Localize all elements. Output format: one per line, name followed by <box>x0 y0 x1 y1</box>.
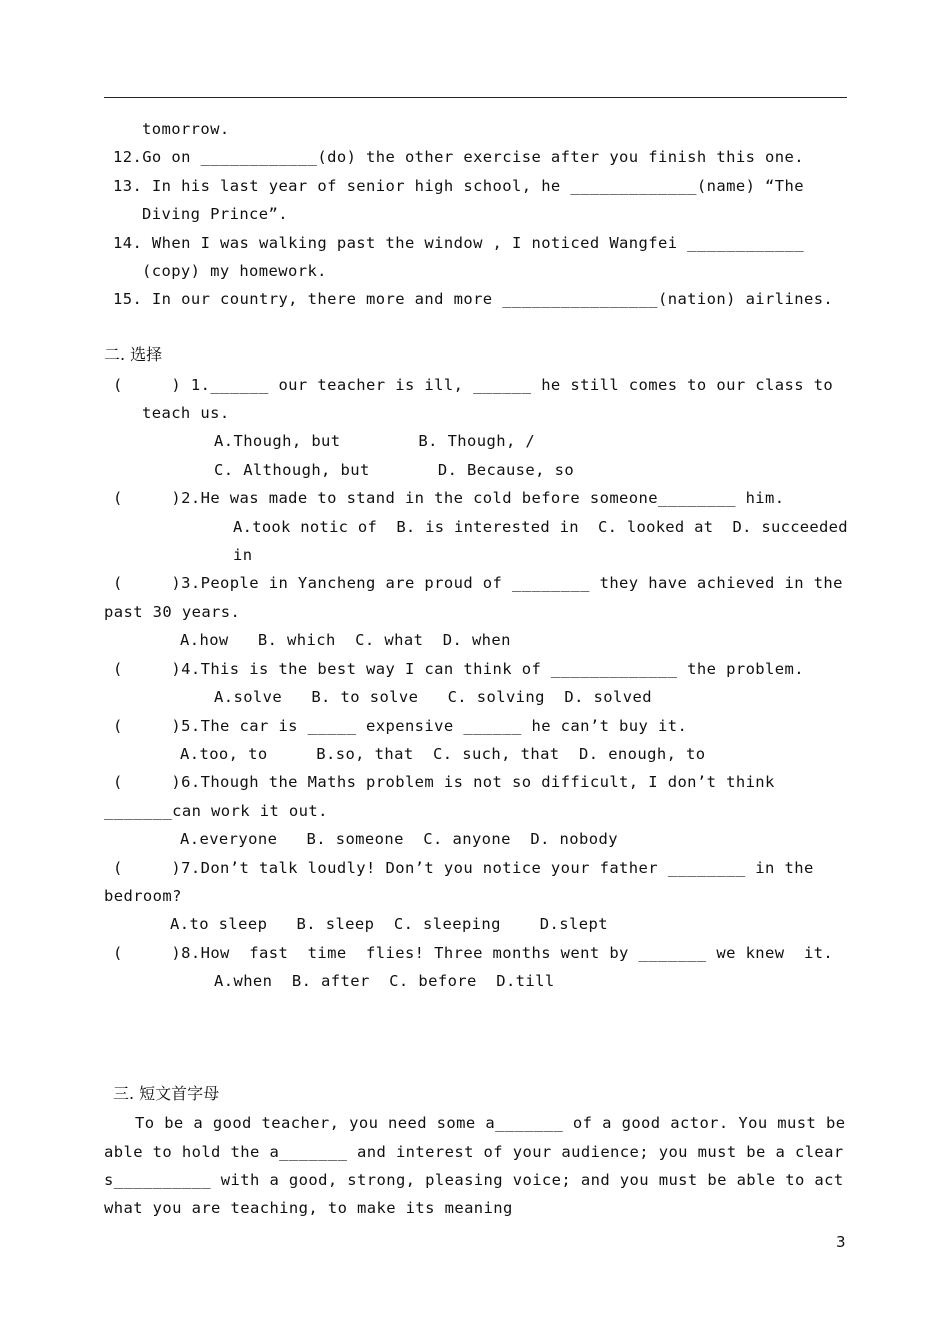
option-line: A.took notic of B. is interested in C. looked at D. succeeded <box>233 518 848 536</box>
option-line: A.solve B. to solve C. solving D. solved <box>214 688 652 706</box>
page-number: 3 <box>836 1233 846 1251</box>
question-line: ( )3.People in Yancheng are proud of ________ they have achieved in the <box>113 574 843 592</box>
option-line: A.to sleep B. sleep C. sleeping D.slept <box>170 915 608 933</box>
section-heading-choice: 二. 选择 <box>104 345 163 364</box>
part1-line: 15. In our country, there more and more ________________(nation) airlines. <box>113 290 834 308</box>
question-line: ( ) 1.______ our teacher is ill, ______ he still comes to our class to <box>113 376 834 394</box>
question-line: bedroom? <box>104 887 182 905</box>
part1-line: (copy) my homework. <box>142 262 327 280</box>
question-line: _______can work it out. <box>104 802 328 820</box>
question-line: past 30 years. <box>104 603 241 621</box>
option-line: A.Though, but B. Though, / <box>214 432 536 450</box>
header-rule <box>104 97 847 98</box>
question-line: ( )5.The car is _____ expensive ______ he can’t buy it. <box>113 717 688 735</box>
question-line: ( )8.How fast time flies! Three months went by _______ we knew it. <box>113 944 834 962</box>
question-line: teach us. <box>142 404 230 422</box>
option-line: in <box>233 546 253 564</box>
option-line: A.when B. after C. before D.till <box>214 972 555 990</box>
question-line: ( )7.Don’t talk loudly! Don’t you notice your father ________ in the <box>113 859 814 877</box>
question-line: ( )4.This is the best way I can think of _____________ the problem. <box>113 660 804 678</box>
passage-line: To be a good teacher, you need some a_______ of a good actor. You must be <box>135 1114 846 1132</box>
part1-line: 13. In his last year of senior high school, he _____________(name) “The <box>113 177 804 195</box>
part1-line: 14. When I was walking past the window , I noticed Wangfei ____________ <box>113 234 804 252</box>
passage-line: s__________ with a good, strong, pleasing voice; and you must be able to act <box>104 1171 844 1189</box>
option-line: A.too, to B.so, that C. such, that D. enough, to <box>180 745 706 763</box>
question-line: ( )2.He was made to stand in the cold before someone________ him. <box>113 489 785 507</box>
part1-line: tomorrow. <box>142 120 230 138</box>
question-line: ( )6.Though the Maths problem is not so difficult, I don’t think <box>113 773 775 791</box>
passage-line: what you are teaching, to make its meaning <box>104 1199 513 1217</box>
part1-line: Diving Prince”. <box>142 205 288 223</box>
passage-line: able to hold the a_______ and interest of your audience; you must be a clear <box>104 1143 844 1161</box>
option-line: C. Although, but D. Because, so <box>214 461 575 479</box>
option-line: A.everyone B. someone C. anyone D. nobody <box>180 830 618 848</box>
section-heading-cloze: 三. 短文首字母 <box>113 1084 220 1103</box>
part1-line: 12.Go on ____________(do) the other exercise after you finish this one. <box>113 148 804 166</box>
option-line: A.how B. which C. what D. when <box>180 631 511 649</box>
